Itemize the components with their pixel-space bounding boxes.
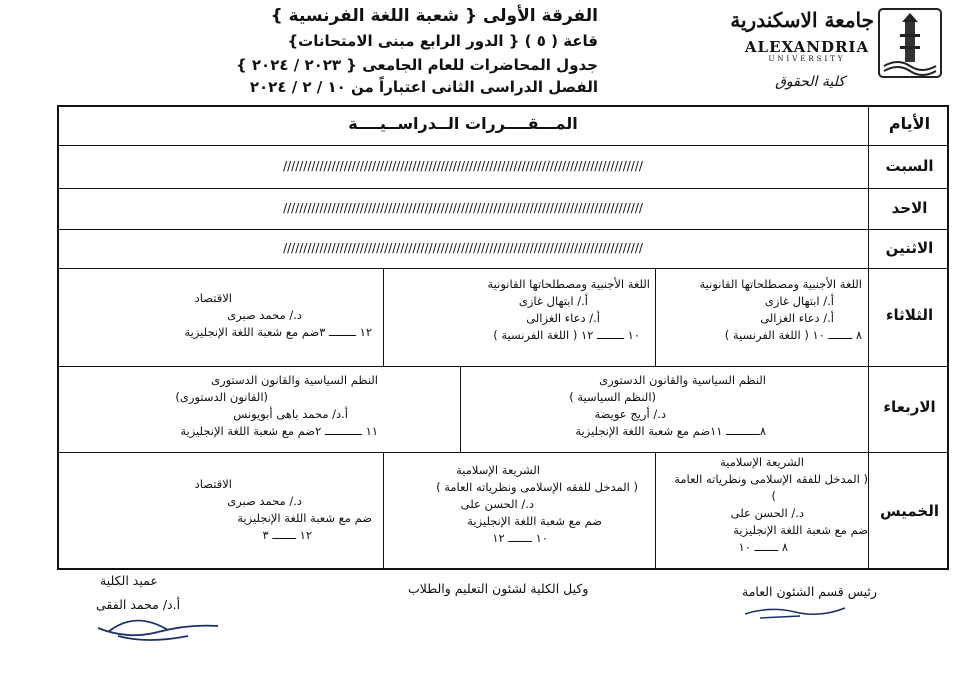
tuesday-slot-3 [184, 290, 372, 341]
course-subtitle: (القانون الدستورى) [175, 390, 268, 404]
slot-divider [655, 452, 656, 570]
slot-divider [655, 268, 656, 366]
lecturer: د./ أريج عويضة [594, 407, 666, 421]
lecturer: د./ الحسن على [460, 497, 534, 511]
dean-signature [88, 606, 238, 646]
thursday-slot-2 [436, 462, 638, 547]
courses-column-header: المـــقــــررات الــدراســيــــة [348, 114, 578, 133]
course-subtitle: ( المدخل للفقه الإسلامى ونظرياته العامة ) [436, 480, 638, 494]
header-line-2: قاعة ( ٥ ) { الدور الرابع مبنى الامتحانات} [287, 32, 598, 50]
time-slot: ٨ ـــــــ ١٠ ( اللغة الفرنسية ) [724, 328, 862, 342]
lecturer: د./ الحسن على [730, 506, 804, 520]
course-subtitle: ( المدخل للفقه الإسلامى ونظرياته العامة [674, 472, 868, 486]
day-monday: الاثنين [885, 239, 934, 257]
course-name: الاقتصاد [194, 477, 232, 491]
row-divider [57, 366, 949, 367]
lecturer: أ./ ابتهال غازى [764, 294, 834, 308]
time-slot: ١٢ ــــــــ ٣ضم مع شعبة اللغة الإنجليزية [184, 325, 372, 339]
monday-empty: ///////////////////////////////////////////////////////////////////////////////////////// [283, 241, 643, 255]
time-slot: ١١ ـــــــــــ ٢ضم مع شعبة اللغة الإنجليزية [180, 424, 378, 438]
wednesday-slot-2 [175, 372, 378, 440]
row-divider [57, 452, 949, 453]
lecturer: أ./ دعاء الغزالى [526, 311, 600, 325]
note: ضم مع شعبة اللغة الإنجليزية [237, 511, 372, 525]
row-divider [57, 229, 949, 230]
course-subtitle: (النظم السياسية ) [569, 390, 656, 404]
thursday-slot-1 [674, 454, 868, 556]
day-thursday: الخميس [880, 502, 939, 520]
day-saturday: السبت [885, 157, 934, 175]
course-name: الشريعة الإسلامية [720, 455, 804, 469]
header-line-1: الفرقة الأولى { شعبة اللغة الفرنسية } [270, 6, 598, 26]
tuesday-slot-2 [488, 276, 650, 344]
university-emblem [878, 8, 942, 78]
university-name-english: ALEXANDRIA [744, 38, 870, 56]
faculty-name: كلية الحقوق [775, 74, 845, 90]
dean-title: عميد الكلية [100, 573, 158, 588]
row-divider [57, 188, 949, 189]
time-slot: ١٢ ـــــــ ٣ [262, 528, 312, 542]
general-affairs-signature [740, 598, 850, 624]
general-affairs-head-title: رئيس قسم الشئون العامة [742, 584, 877, 599]
course-subtitle-close: ) [771, 489, 776, 503]
thursday-slot-3 [195, 476, 372, 544]
dean-name: أ.د/ محمد الفقى [96, 597, 181, 612]
days-column-header: الأيام [888, 114, 931, 133]
day-wednesday: الاربعاء [883, 398, 936, 416]
time-slot: ١٠ ــــــــ ١٢ ( اللغة الفرنسية ) [493, 328, 640, 342]
vice-dean-title: وكيل الكلية لشئون التعليم والطلاب [408, 581, 589, 596]
time-slot: ٨ ـــــــ ١٠ [738, 540, 788, 554]
lecturer: د./ محمد صبرى [227, 308, 302, 322]
row-divider [57, 268, 949, 269]
lecturer: أ./ ابتهال غازى [518, 294, 588, 308]
tuesday-slot-1 [700, 276, 862, 344]
course-name: النظم السياسية والقانون الدستورى [599, 373, 766, 387]
slot-divider [460, 366, 461, 452]
lecturer: د./ محمد صبرى [227, 494, 302, 508]
row-divider [57, 145, 949, 146]
course-name: النظم السياسية والقانون الدستورى [211, 373, 378, 387]
course-name: اللغة الأجنبية ومصطلحاتها القانونية [699, 277, 862, 291]
course-name: اللغة الأجنبية ومصطلحاتها القانونية [487, 277, 650, 291]
course-name: الشريعة الإسلامية [456, 463, 540, 477]
note: ضم مع شعبة اللغة الإنجليزية [467, 514, 602, 528]
time-slot: ٨ــــــــــ ١١ضم مع شعبة اللغة الإنجليزية [575, 424, 766, 438]
time-slot: ١٠ ـــــــ ١٢ [492, 531, 548, 545]
course-name: الاقتصاد [194, 291, 232, 305]
slot-divider [383, 268, 384, 366]
day-column-divider [868, 105, 869, 570]
day-sunday: الاحد [891, 199, 928, 217]
university-name-english-sub: UNIVERSITY [768, 55, 846, 63]
header-line-4: الفصل الدراسى الثانى اعتباراً من ١٠ / ٢ / ٢٠٢٤ [249, 78, 598, 96]
lecturer: أ./ دعاء الغزالى [760, 311, 834, 325]
lecturer: أ.د/ محمد باهى أبويونس [233, 407, 348, 421]
saturday-empty: ///////////////////////////////////////////////////////////////////////////////////////// [283, 159, 643, 173]
slot-divider [383, 452, 384, 570]
sunday-empty: ///////////////////////////////////////////////////////////////////////////////////////// [283, 201, 643, 215]
wednesday-slot-1 [569, 372, 766, 440]
university-name-arabic: جامعة الاسكندرية [730, 8, 874, 32]
header-line-3: جدول المحاضرات للعام الجامعى { ٢٠٢٣ / ٢٠٢٤ } [235, 56, 598, 74]
day-tuesday: الثلاثاء [885, 306, 934, 324]
note: ضم مع شعبة اللغة الإنجليزية [733, 523, 868, 537]
